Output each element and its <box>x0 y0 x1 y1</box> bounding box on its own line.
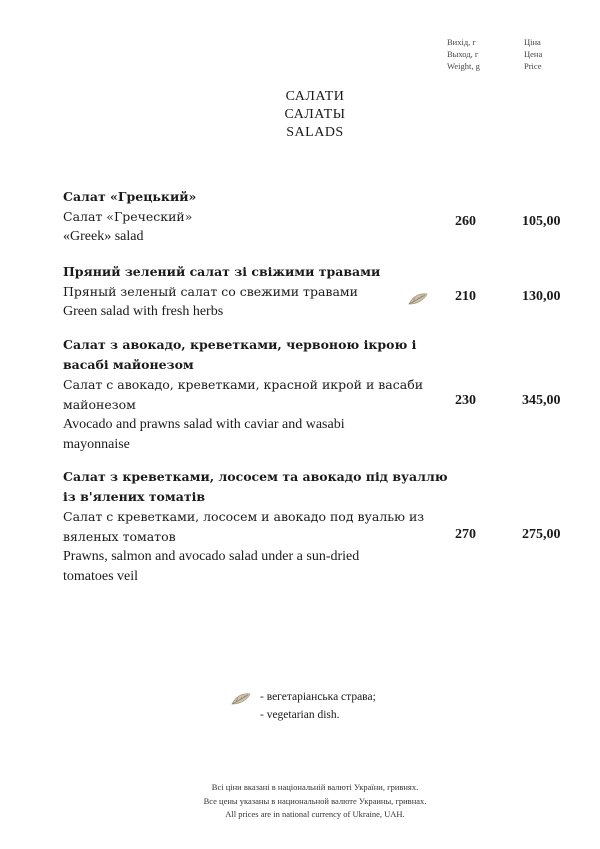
vegetarian-leaf-icon <box>230 692 252 706</box>
dish-name-ua: Салат «Грецький» <box>63 189 197 204</box>
legend-line-en: - vegetarian dish. <box>260 709 340 721</box>
dish-name-ua-line-1: Салат з авокадо, креветками, червоною ікрою і <box>63 337 417 352</box>
dish-weight: 260 <box>455 214 476 229</box>
dish-name-ua-line-2: васабі майонезом <box>63 357 194 372</box>
footer-note-ua: Всі ціни вказані в національній валюті України, гривнях. <box>211 782 419 792</box>
dish-price: 345,00 <box>522 393 561 408</box>
menu-item-avocado-prawns-salad <box>63 335 600 455</box>
footer-note-en: All prices are in national currency of Ukraine, UAH. <box>225 809 405 819</box>
price-header-en: Price <box>524 61 542 71</box>
section-title <box>0 88 600 142</box>
weight-header-ua: Вихід, г <box>447 37 476 47</box>
price-column-header <box>524 36 542 72</box>
dish-name-ua-line-2: із в'ялених томатів <box>63 489 206 504</box>
price-header-ua: Ціна <box>524 37 541 47</box>
menu-item-green-salad <box>63 262 600 322</box>
dish-name-ru-line-1: Салат с авокадо, креветками, красной икрой и васаби <box>63 377 424 392</box>
legend <box>230 688 376 724</box>
footer-note-ru: Все цены указаны в национальной валюте Украины, гривнах. <box>203 795 427 806</box>
section-title-en: SALADS <box>286 125 344 140</box>
dish-name-en: Green salad with fresh herbs <box>63 304 224 319</box>
dish-name-ua: Пряний зелений салат зі свіжими травами <box>63 264 381 279</box>
menu-item-prawns-salmon-salad <box>63 467 600 587</box>
weight-column-header <box>447 36 480 72</box>
legend-line-ua: - вегетаріанська страва; <box>260 691 376 703</box>
section-title-ru: САЛАТЫ <box>284 107 346 122</box>
dish-price: 275,00 <box>522 527 561 542</box>
dish-name-ru-line-1: Салат с креветками, лососем и авокадо под вуалью из <box>63 509 425 524</box>
dish-name-ru-line-2: вяленых томатов <box>63 529 176 544</box>
dish-name-ua-line-1: Салат з креветками, лососем та авокадо під вуаллю <box>63 469 448 484</box>
dish-weight: 210 <box>455 289 476 304</box>
dish-name-en-line-2: tomatoes veil <box>63 569 139 584</box>
dish-name-ru-line-2: майонезом <box>63 397 136 412</box>
dish-price: 130,00 <box>522 289 561 304</box>
dish-weight: 230 <box>455 393 476 408</box>
section-title-ua: САЛАТИ <box>285 89 345 104</box>
price-currency-note <box>0 781 600 822</box>
vegetarian-leaf-icon <box>407 292 429 306</box>
dish-name-en-line-1: Prawns, salmon and avocado salad under a sun-dried <box>63 549 360 564</box>
dish-weight: 270 <box>455 527 476 542</box>
weight-header-en: Weight, g <box>447 61 480 71</box>
price-header-ru: Цена <box>524 49 543 59</box>
menu-item-greek-salad <box>63 187 600 247</box>
dish-name-en: «Greek» salad <box>63 229 144 244</box>
dish-price: 105,00 <box>522 214 561 229</box>
dish-name-en-line-1: Avocado and prawns salad with caviar and wasabi <box>63 417 345 432</box>
weight-header-ru: Выход, г <box>447 49 479 59</box>
dish-name-ru: Салат «Греческий» <box>63 209 193 224</box>
dish-name-en-line-2: mayonnaise <box>63 437 130 452</box>
dish-name-ru: Пряный зеленый салат со свежими травами <box>63 284 358 299</box>
